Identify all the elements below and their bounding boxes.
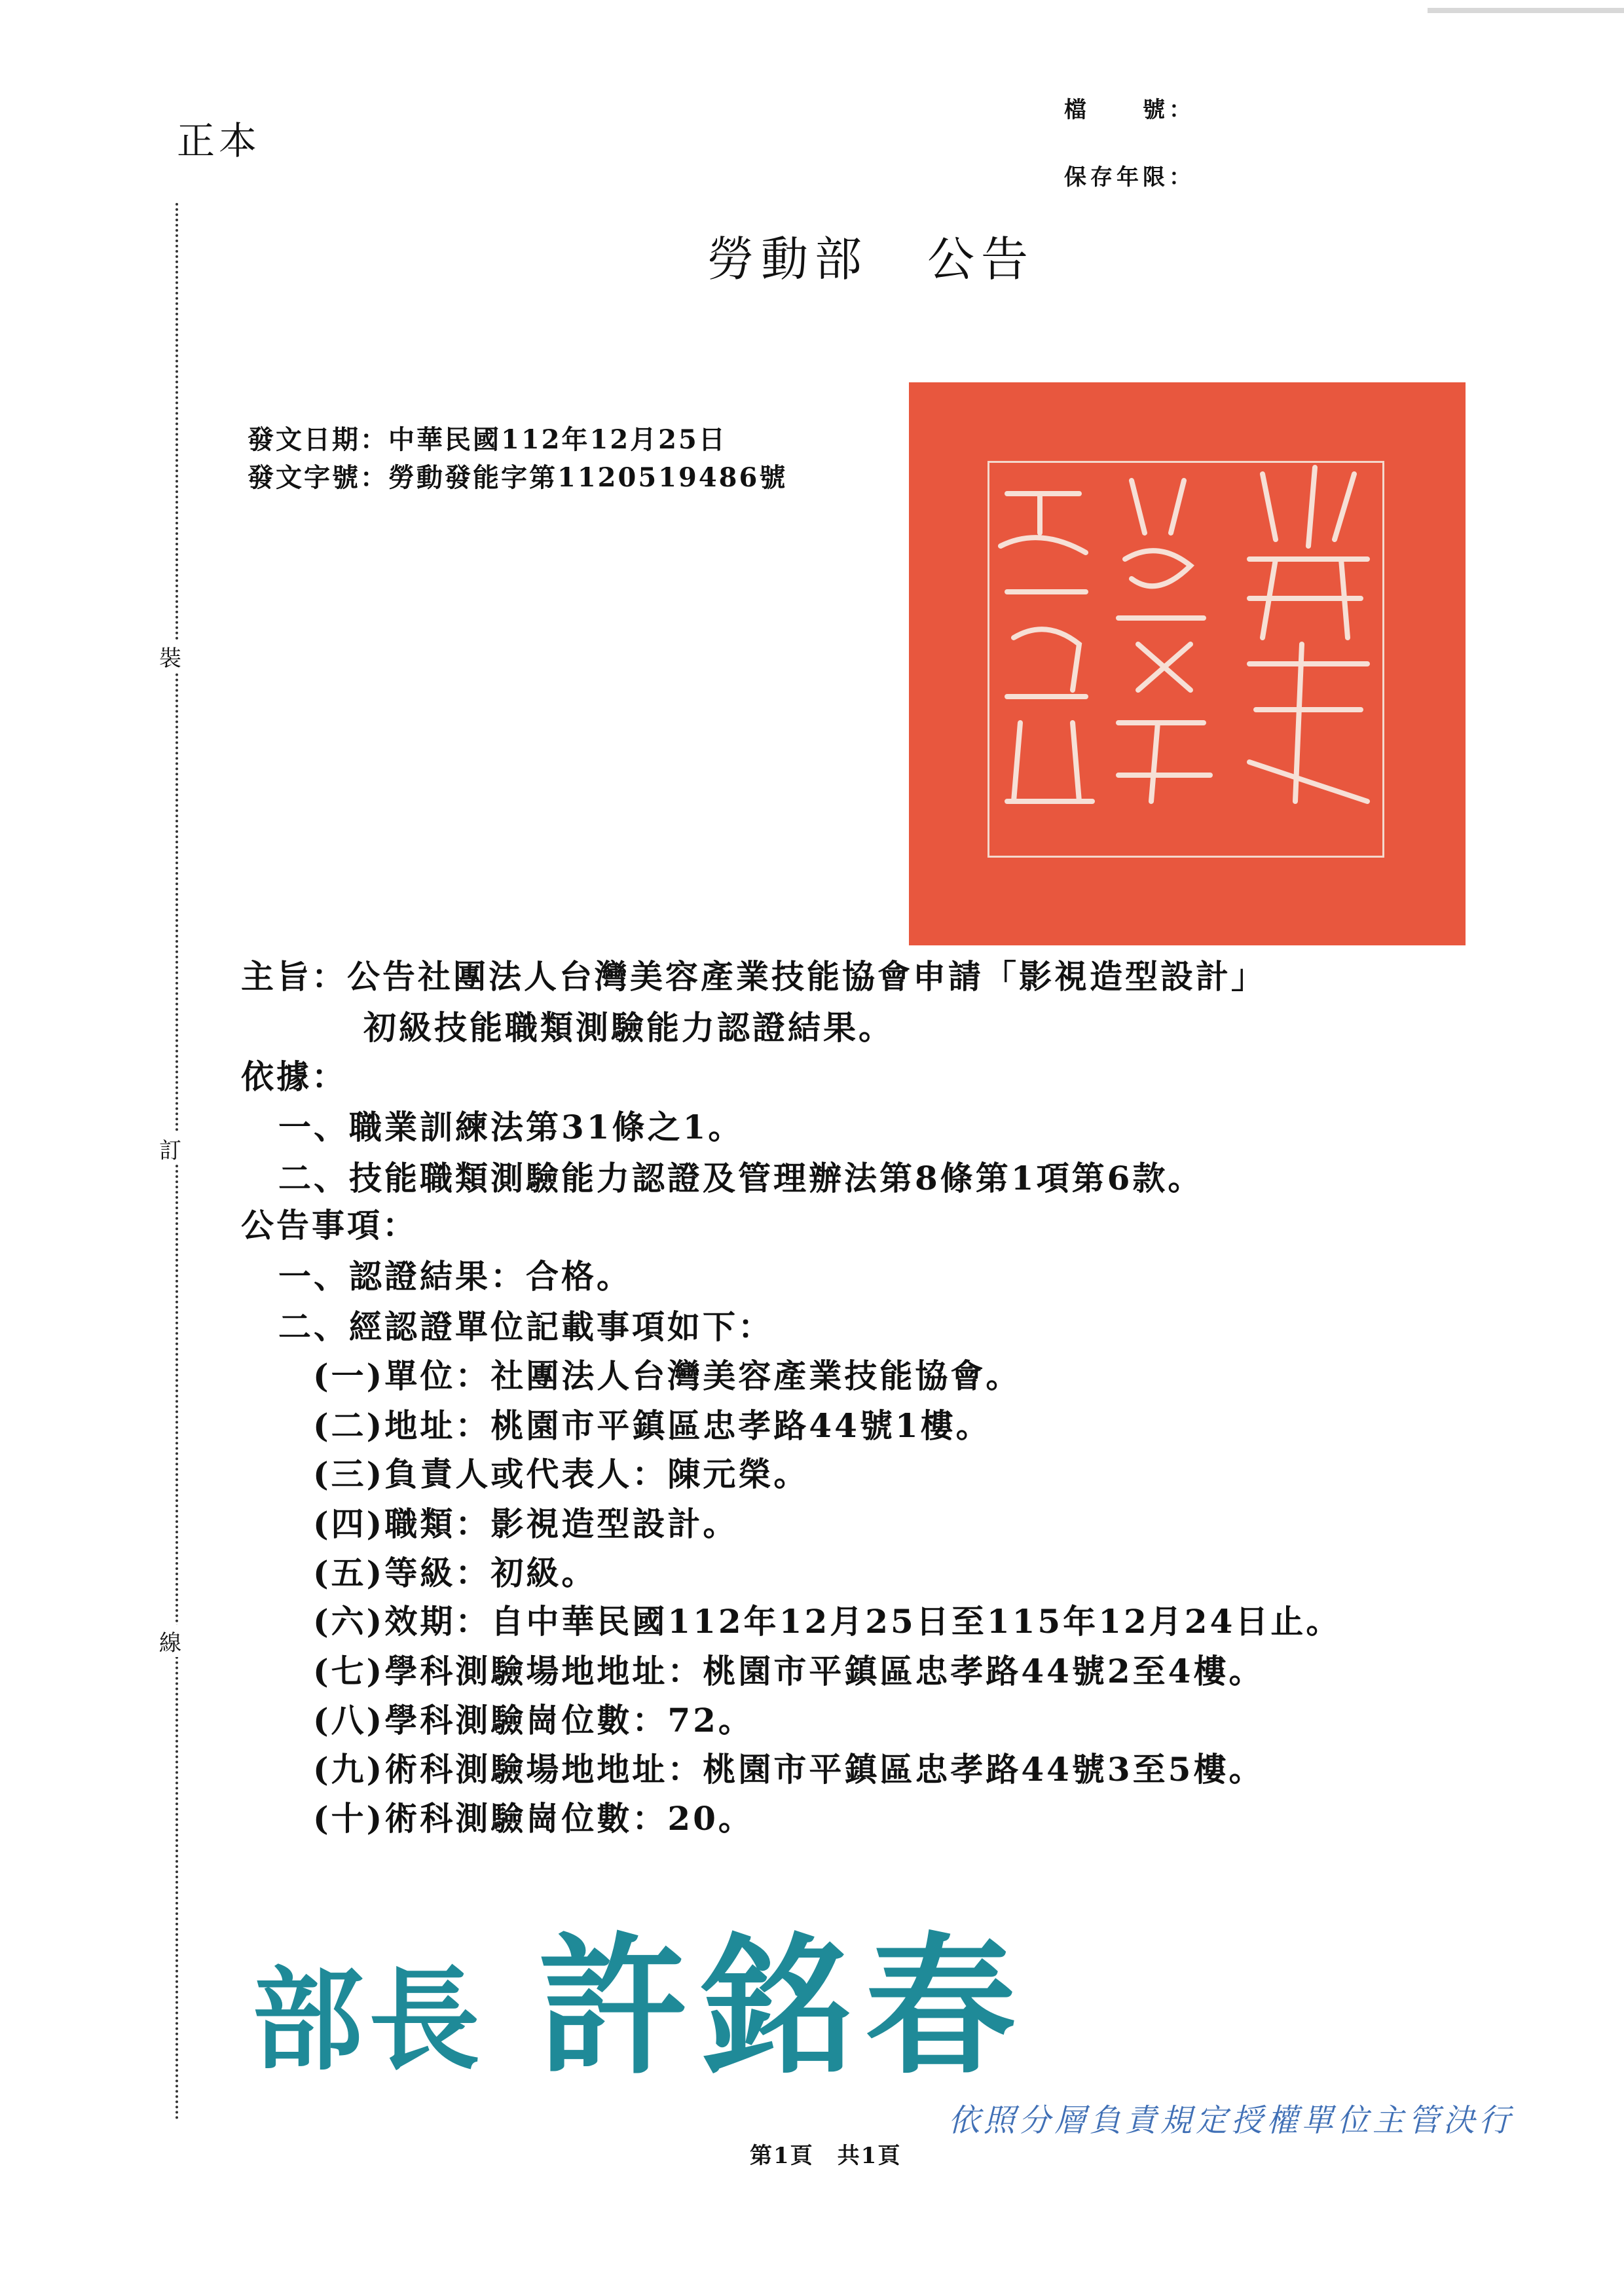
sub-item: (六)效期：自中華民國112年12月25日至115年12月24日止。	[313, 1602, 1342, 1641]
sub-item: (四)職類：影視造型設計。	[313, 1504, 739, 1543]
copy-label: 正本	[177, 118, 261, 163]
sub-item: (一)單位：社團法人台灣美容產業技能協會。	[313, 1357, 1022, 1395]
sub-item: (八)學科測驗崗位數：72。	[313, 1701, 754, 1740]
signature-title: 部長	[252, 1955, 486, 2086]
minister-signature	[252, 1886, 1029, 2102]
signature-name: 許銘春	[538, 1918, 1029, 2095]
scan-edge-mark	[1428, 8, 1624, 13]
official-seal	[909, 382, 1466, 945]
sub-item: (十)術科測驗崗位數：20。	[313, 1799, 754, 1838]
retention-label: 保存年限：	[1064, 164, 1195, 191]
basis-item: 二、技能職類測驗能力認證及管理辦法第8條第1項第6款。	[278, 1159, 1204, 1197]
document-title	[707, 221, 1035, 289]
subject-line: 主旨：公告社團法人台灣美容產業技能協會申請「影視造型設計」	[241, 957, 1266, 996]
delegation-note: 依照分層負責規定授權單位主管決行	[948, 2102, 1515, 2139]
sub-item: (五)等級：初級。	[313, 1554, 597, 1592]
basis-heading: 依據：	[241, 1057, 347, 1096]
seal-script-icon	[909, 382, 1466, 945]
binding-char: 訂	[157, 1133, 183, 1165]
sub-item: (九)術科測驗場地地址：桃園市平鎮區忠孝路44號3至5樓。	[313, 1750, 1264, 1789]
notice-item: 二、經認證單位記載事項如下：	[278, 1307, 773, 1346]
file-number-label: 檔 號：	[1064, 97, 1195, 123]
basis-item: 一、職業訓練法第31條之1。	[278, 1108, 744, 1146]
notice-heading: 公告事項：	[241, 1206, 418, 1245]
subject-line-continued: 初級技能職類測驗能力認證結果。	[363, 1008, 894, 1047]
sub-item: (二)地址：桃園市平鎮區忠孝路44號1樓。	[313, 1406, 991, 1445]
title-type: 公告	[927, 232, 1035, 287]
title-agency: 勞動部	[707, 232, 869, 287]
issue-date: 發文日期：中華民國112年12月25日	[248, 424, 727, 455]
sub-item: (三)負責人或代表人：陳元榮。	[313, 1455, 809, 1493]
binding-char: 裝	[157, 640, 183, 672]
notice-item: 一、認證結果：合格。	[278, 1257, 632, 1296]
sub-item: (七)學科測驗場地地址：桃園市平鎮區忠孝路44號2至4樓。	[313, 1652, 1264, 1690]
issue-number: 發文字號：勞動發能字第1120519486號	[248, 462, 788, 493]
page-number: 第1頁 共1頁	[750, 2143, 902, 2169]
binding-char: 線	[157, 1625, 183, 1657]
